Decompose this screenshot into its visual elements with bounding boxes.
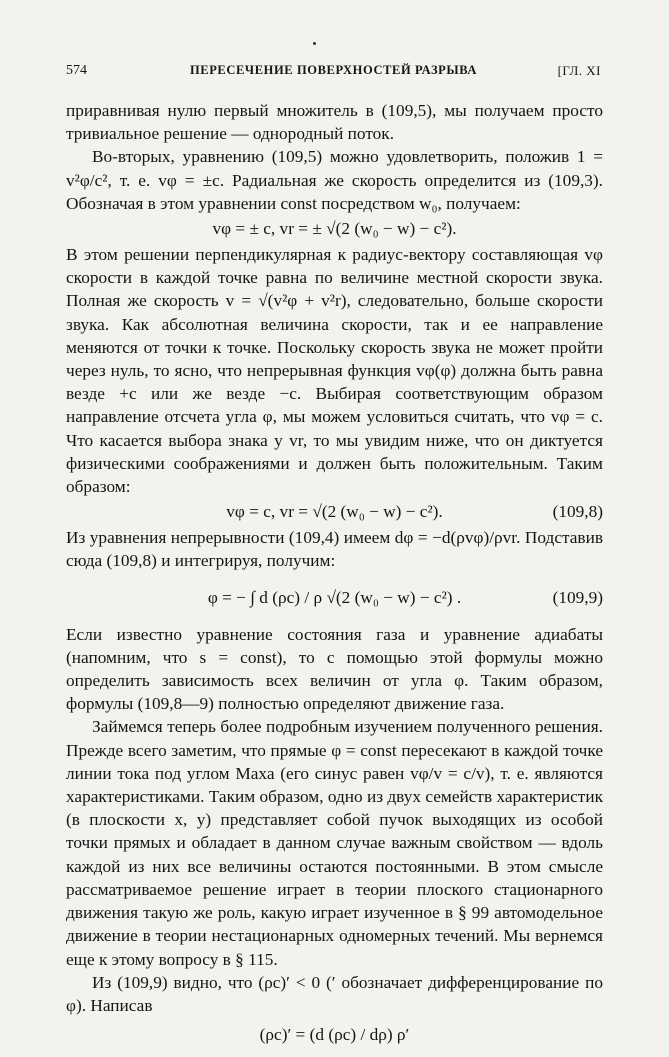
running-title: ПЕРЕСЕЧЕНИЕ ПОВЕРХНОСТЕЙ РАЗРЫВА — [189, 63, 478, 77]
paragraph-1: приравнивая нулю первый множитель в (109,5), мы получаем просто тривиальное решение — однородный поток. — [66, 101, 603, 144]
paragraph-3: В этом решении перпендикулярная к радиус-вектору составляющая vφ скорости в каждой точке равна по величине местной скорости звука. Полная же скорость v = √(v²φ + v²r), следовательно, больше скорости звука. Как абсолютная величина скорости, так и ее направление меняются от точки к точке. Поскольку скорость звука не может пройти через нуль, то ясно, что непрерывная функция vφ(φ) должна быть равна везде +c или же везде −c. Выбирая соответствующим образом направление отсчета угла φ, мы можем условиться считать, что vφ = c. Что касается выбора знака у vr, то мы увидим ниже, что он диктуется физическими соображениями и должен быть положительным. Таким образом: — [66, 245, 603, 497]
paragraph-5: Если известно уравнение состояния газа и уравнение адиабаты (напомним, что s = const), то с помощью этой формулы можно определить зависимость всех величин от угла φ. Таким образом, формулы (109,8—9) полностью определяют движение газа. — [66, 624, 603, 714]
equation-formula: (ρc)′ = (d (ρc) / dρ) ρ′ — [259, 1025, 410, 1045]
equation-label: (109,9) — [552, 587, 603, 607]
equation-formula: vφ = ± c, vr = ± √(2 (w₀ − w) − c²). — [212, 219, 457, 239]
equation-velocity-components — [66, 215, 603, 243]
paragraph-4: Из уравнения непрерывности (109,4) имеем dφ = −d(ρvφ)/ρvr. Подставив сюда (109,8) и интегрируя, получим: — [66, 528, 603, 571]
printing-speck — [313, 42, 316, 45]
paragraph-2: Во-вторых, уравнению (109,5) можно удовлетворить, положив 1 = v²φ/c², т. е. vφ = ±c. Радиальная же скорость определится из (109,3). Обозначая в этом уравнении const посредством w₀, получаем: — [66, 147, 603, 213]
running-header — [66, 63, 601, 83]
equation-109-8 — [66, 498, 603, 526]
chapter-label: [ГЛ. XI — [557, 63, 601, 78]
page-body — [66, 99, 603, 1057]
equation-109-9 — [66, 573, 603, 623]
equation-formula: φ = − ∫ d (ρc) / ρ √(2 (w₀ − w) − c²) . — [207, 587, 462, 607]
paragraph-6: Займемся теперь более подробным изучением полученного решения. Прежде всего заметим, что прямые φ = const пересекают в каждой точке линии тока под углом Маха (его синус равен vφ/v = c/v), т. е. являются характеристиками. Таким образом, одно из двух семейств характеристик (в плоскости x, y) представляет собой пучок выходящих из особой точки прямых и обладает в данном случае важным свойством — вдоль каждой из них все величины остаются постоянными. В этом смысле рассматриваемое решение играет в теории плоского стационарного движения такую же роль, какую играет изученное в § 99 автомодельное движение в теории нестационарных одномерных течений. Мы вернемся еще к этому вопросу в § 115. — [66, 717, 603, 969]
page-number: 574 — [66, 63, 87, 78]
paragraph-7: Из (109,9) видно, что (ρc)′ < 0 (′ обозначает дифференцирование по φ). Написав — [66, 972, 603, 1015]
equation-label: (109,8) — [552, 502, 603, 522]
equation-formula: vφ = c, vr = √(2 (w₀ − w) − c²). — [226, 502, 443, 522]
equation-derivative — [66, 1017, 603, 1057]
